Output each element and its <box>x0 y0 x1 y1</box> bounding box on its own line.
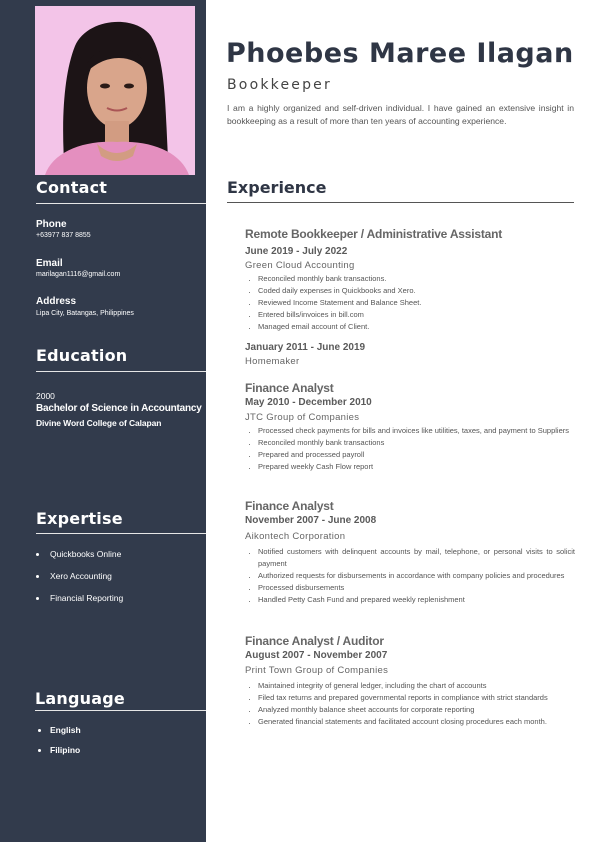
list-item: • Prepared weekly Cash Flow report <box>258 461 575 473</box>
job-title: Finance Analyst <box>245 499 334 513</box>
list-item: • Prepared and processed payroll <box>258 449 575 461</box>
job-bullets <box>245 546 575 606</box>
list-item: • Analyzed monthly balance sheet accounts for corporate reporting <box>258 704 575 716</box>
education-year: 2000 <box>36 391 55 401</box>
full-name: Phoebes Maree Ilagan <box>226 38 574 69</box>
job-entry <box>245 634 575 728</box>
job-company: Homemaker <box>245 356 300 367</box>
job-bullets <box>245 425 575 473</box>
job-entry <box>245 381 575 473</box>
list-item: • Managed email account of Client. <box>258 321 575 333</box>
education-divider <box>36 371 206 372</box>
list-item: • Coded daily expenses in Quickbooks and Xero. <box>258 285 575 297</box>
job-dates: June 2019 - July 2022 <box>245 246 348 257</box>
sidebar: Contact Phone +63977 837 8855 Email marilagan1116@gmail.com Address Lipa City, Batangas, Philippines Education 2000 Bachelor of Science in Accountancy Divine Word College of Calapan Expertise Quickbooks Online Xero Accounting Financial Reporting Language English Filipino <box>0 0 206 842</box>
job-company: Green Cloud Accounting <box>245 260 355 271</box>
email-label: Email <box>36 258 63 269</box>
job-bullets <box>245 273 575 333</box>
contact-heading: Contact <box>36 178 108 197</box>
job-dates: January 2011 - June 2019 <box>245 342 366 353</box>
experience-heading: Experience <box>227 178 327 197</box>
profile-summary: I am a highly organized and self-driven individual. I have gained an extensive insight in bookkeeping as a result of more than ten years of accounting experience. <box>227 103 574 126</box>
contact-divider <box>36 203 206 204</box>
list-item: • Processed check payments for bills and invoices like utilities, taxes, and payment to Suppliers <box>258 425 575 437</box>
job-entry <box>245 341 575 368</box>
list-item: • Filed tax returns and prepared governmental reports in compliance with strict standards <box>258 692 575 704</box>
list-item: • Maintained integrity of general ledger, including the chart of accounts <box>258 680 575 692</box>
job-dates: November 2007 - June 2008 <box>245 515 377 526</box>
address-label: Address <box>36 296 77 307</box>
profile-photo <box>35 6 195 175</box>
list-item: • Handled Petty Cash Fund and prepared weekly replenishment <box>258 594 575 606</box>
phone-value: +63977 837 8855 <box>36 232 91 239</box>
education-school: Divine Word College of Calapan <box>36 418 162 428</box>
email-value: marilagan1116@gmail.com <box>36 271 121 278</box>
list-item: • Entered bills/invoices in bill.com <box>258 309 575 321</box>
address-value: Lipa City, Batangas, Philippines <box>36 310 134 317</box>
job-company: Aikontech Corporation <box>245 531 346 542</box>
list-item: • Reviewed Income Statement and Balance Sheet. <box>258 297 575 309</box>
job-bullets <box>245 680 575 728</box>
language-heading: Language <box>35 689 125 708</box>
expertise-heading: Expertise <box>36 509 123 528</box>
list-item: • Notified customers with delinquent accounts by mail, telephone, or personal visits to solicit payment <box>258 546 575 570</box>
education-degree: Bachelor of Science in Accountancy <box>36 403 202 414</box>
job-dates: May 2010 - December 2010 <box>245 397 372 408</box>
list-item: • Processed disbursements <box>258 582 575 594</box>
job-title: Finance Analyst / Auditor <box>245 634 384 648</box>
job-company: Print Town Group of Companies <box>245 665 389 676</box>
list-item: • Reconciled monthly bank transactions <box>258 437 575 449</box>
language-divider <box>35 710 206 711</box>
phone-label: Phone <box>36 219 67 230</box>
job-entry <box>245 227 575 333</box>
list-item: • Generated financial statements and facilitated account closing procedures each month. <box>258 716 575 728</box>
job-dates: August 2007 - November 2007 <box>245 650 388 661</box>
job-title: Remote Bookkeeper / Administrative Assistant <box>245 227 503 241</box>
job-title: Finance Analyst <box>245 381 334 395</box>
list-item: • Authorized requests for disbursements in accordance with company policies and procedures <box>258 570 575 582</box>
job-entry <box>245 499 575 606</box>
job-company: JTC Group of Companies <box>245 412 360 423</box>
expertise-divider <box>36 533 206 534</box>
experience-divider <box>227 202 574 203</box>
job-role: Bookkeeper <box>227 77 332 93</box>
list-item: • Reconciled monthly bank transactions. <box>258 273 575 285</box>
education-heading: Education <box>36 346 128 365</box>
portrait-image <box>35 6 195 175</box>
